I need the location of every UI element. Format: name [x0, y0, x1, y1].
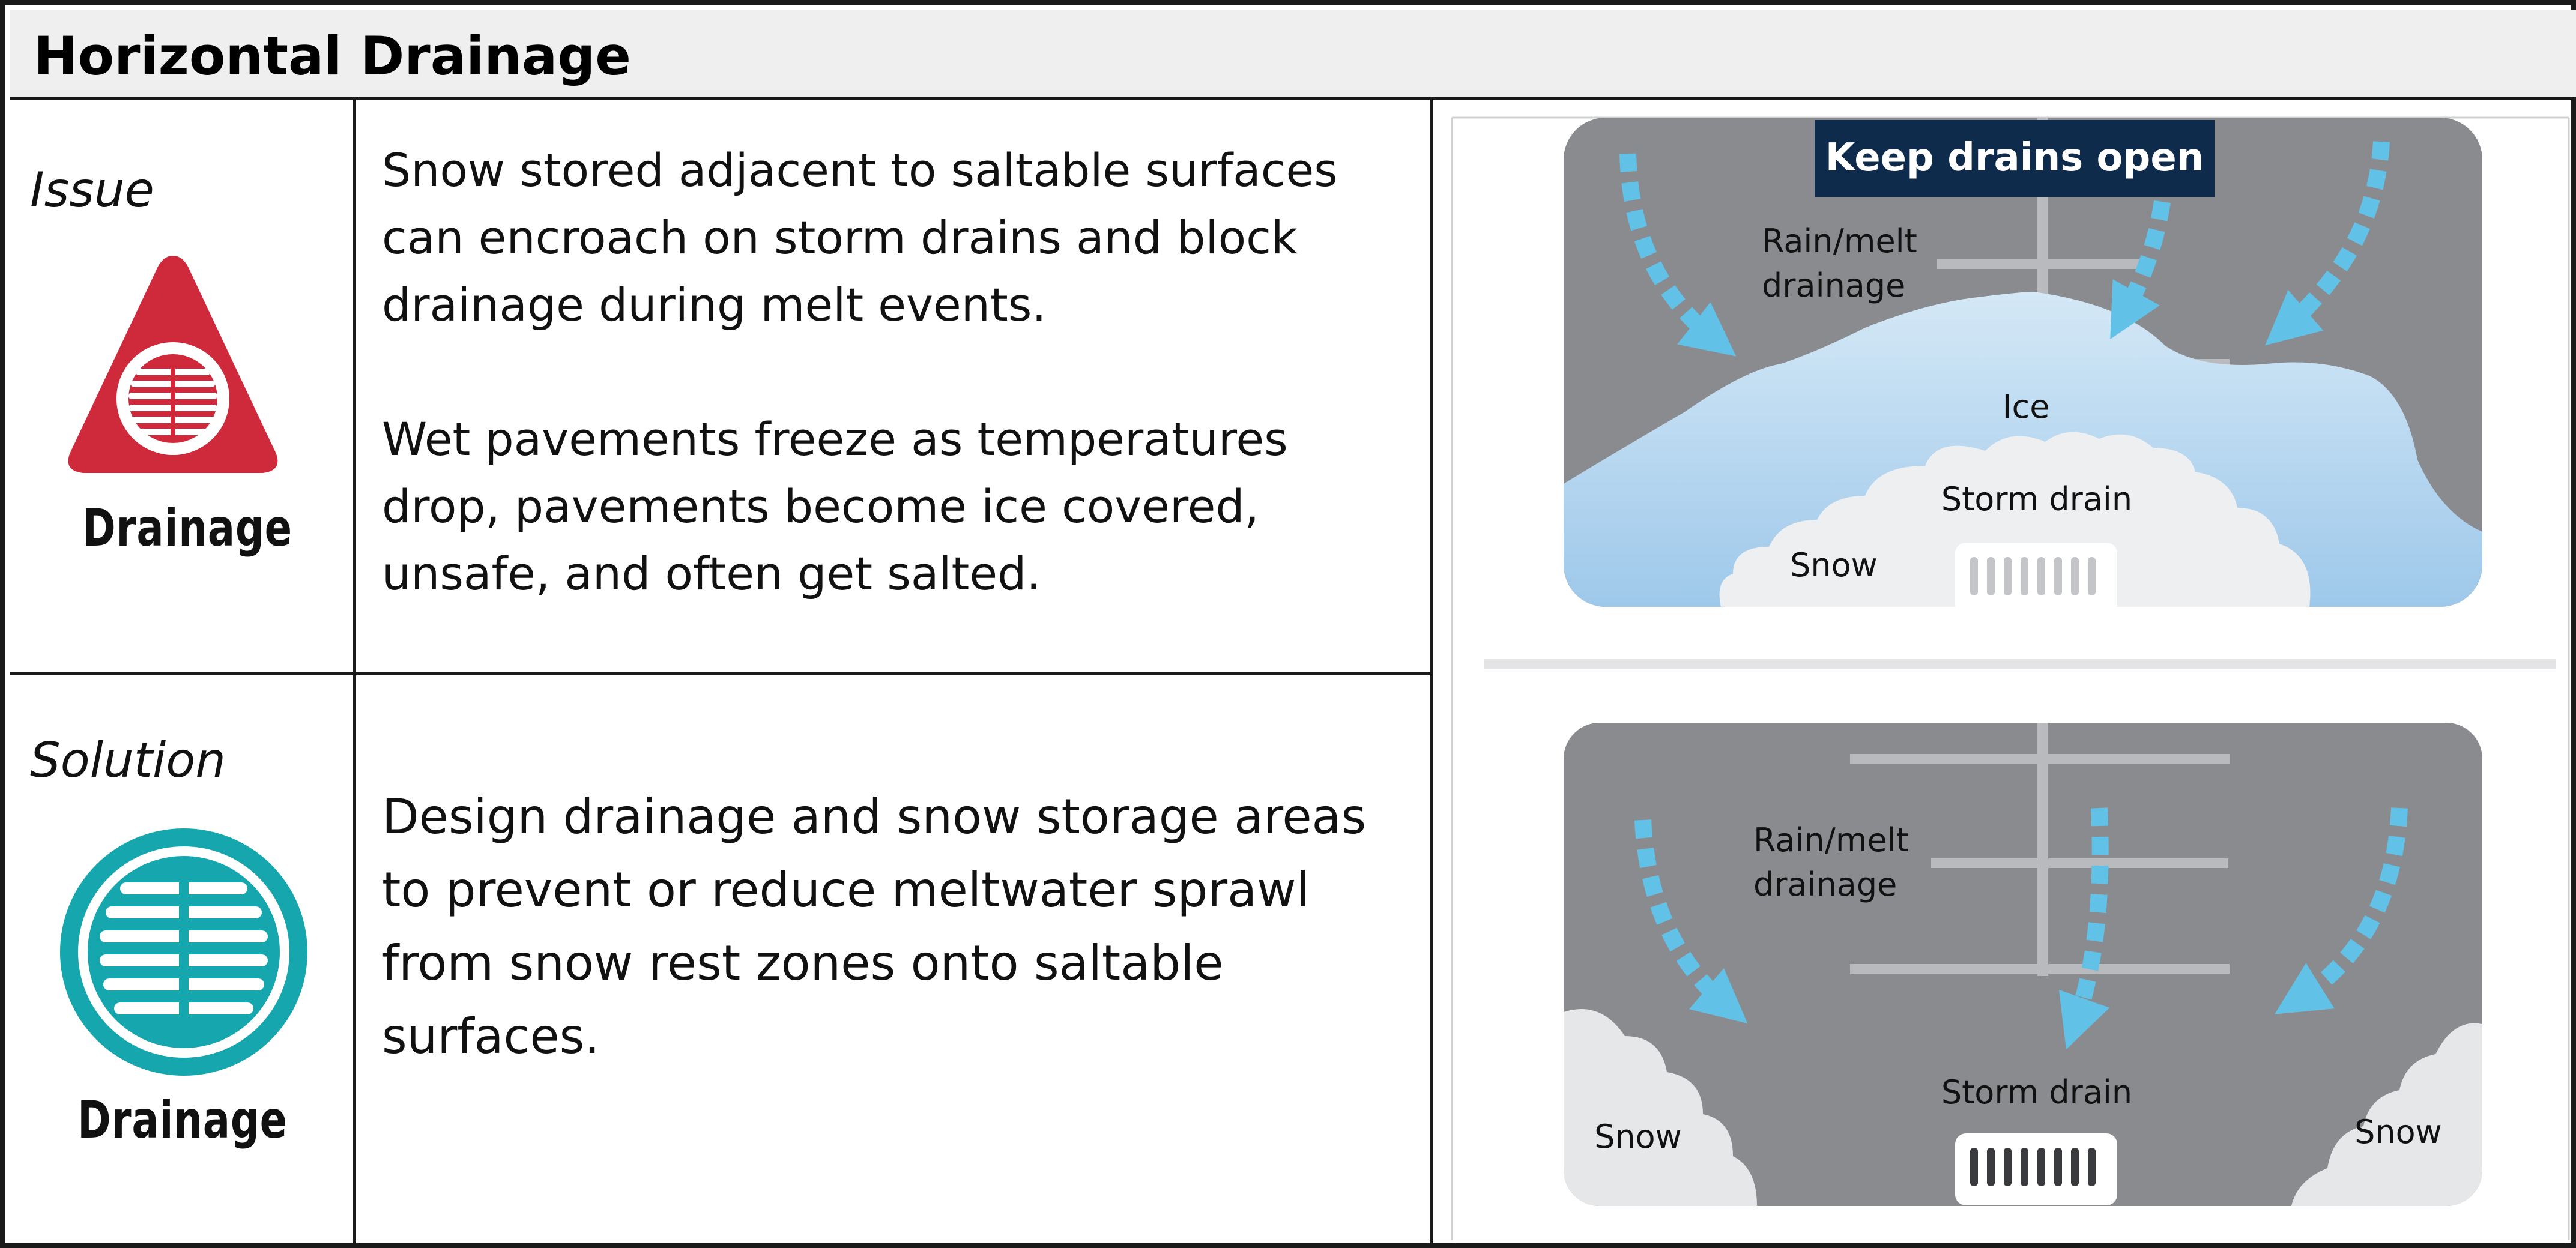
drainage-warning-triangle-icon — [59, 244, 287, 490]
bottom-snow-right-label: Snow — [2354, 1113, 2442, 1151]
top-rain-label-1: Rain/melt — [1762, 222, 1917, 260]
solution-label: Solution — [30, 732, 226, 788]
bottom-rain-label-2: drainage — [1753, 866, 1897, 903]
issue-icon-caption: Drainage — [82, 498, 292, 558]
drainage-diagram-panel — [1433, 100, 2576, 1248]
bottom-snow-left-label: Snow — [1594, 1118, 1682, 1156]
title-bar — [10, 10, 2576, 100]
ice-label: Ice — [2002, 388, 2050, 426]
issue-label: Issue — [30, 162, 154, 218]
bottom-rain-label-1: Rain/melt — [1753, 821, 1909, 859]
issue-paragraph-2: Wet pavements freeze as temperatures drop, pavements become ice covered, unsafe, and often get salted. — [382, 412, 1288, 600]
bottom-storm-drain-label: Storm drain — [1941, 1073, 2133, 1111]
top-storm-drain-label: Storm drain — [1941, 480, 2133, 518]
drainage-grate-circle-icon — [58, 826, 310, 1078]
issue-description — [382, 137, 1415, 607]
solution-description — [382, 780, 1415, 1073]
banner-text: Keep drains open — [1825, 136, 2204, 180]
bottom-diagram — [1564, 723, 2482, 1206]
page-title: Horizontal Drainage — [34, 25, 631, 87]
issue-paragraph-1: Snow stored adjacent to saltable surfaces can encroach on storm drains and block drainage during melt events. — [382, 143, 1338, 331]
top-snow-label: Snow — [1790, 546, 1878, 584]
solution-paragraph: Design drainage and snow storage areas to prevent or reduce meltwater sprawl from snow rest zones onto saltable surfaces. — [382, 789, 1367, 1064]
top-rain-label-2: drainage — [1762, 267, 1906, 304]
solution-icon-caption: Drainage — [77, 1090, 288, 1150]
diagram-separator — [1484, 659, 2556, 669]
row-divider — [10, 672, 1431, 675]
